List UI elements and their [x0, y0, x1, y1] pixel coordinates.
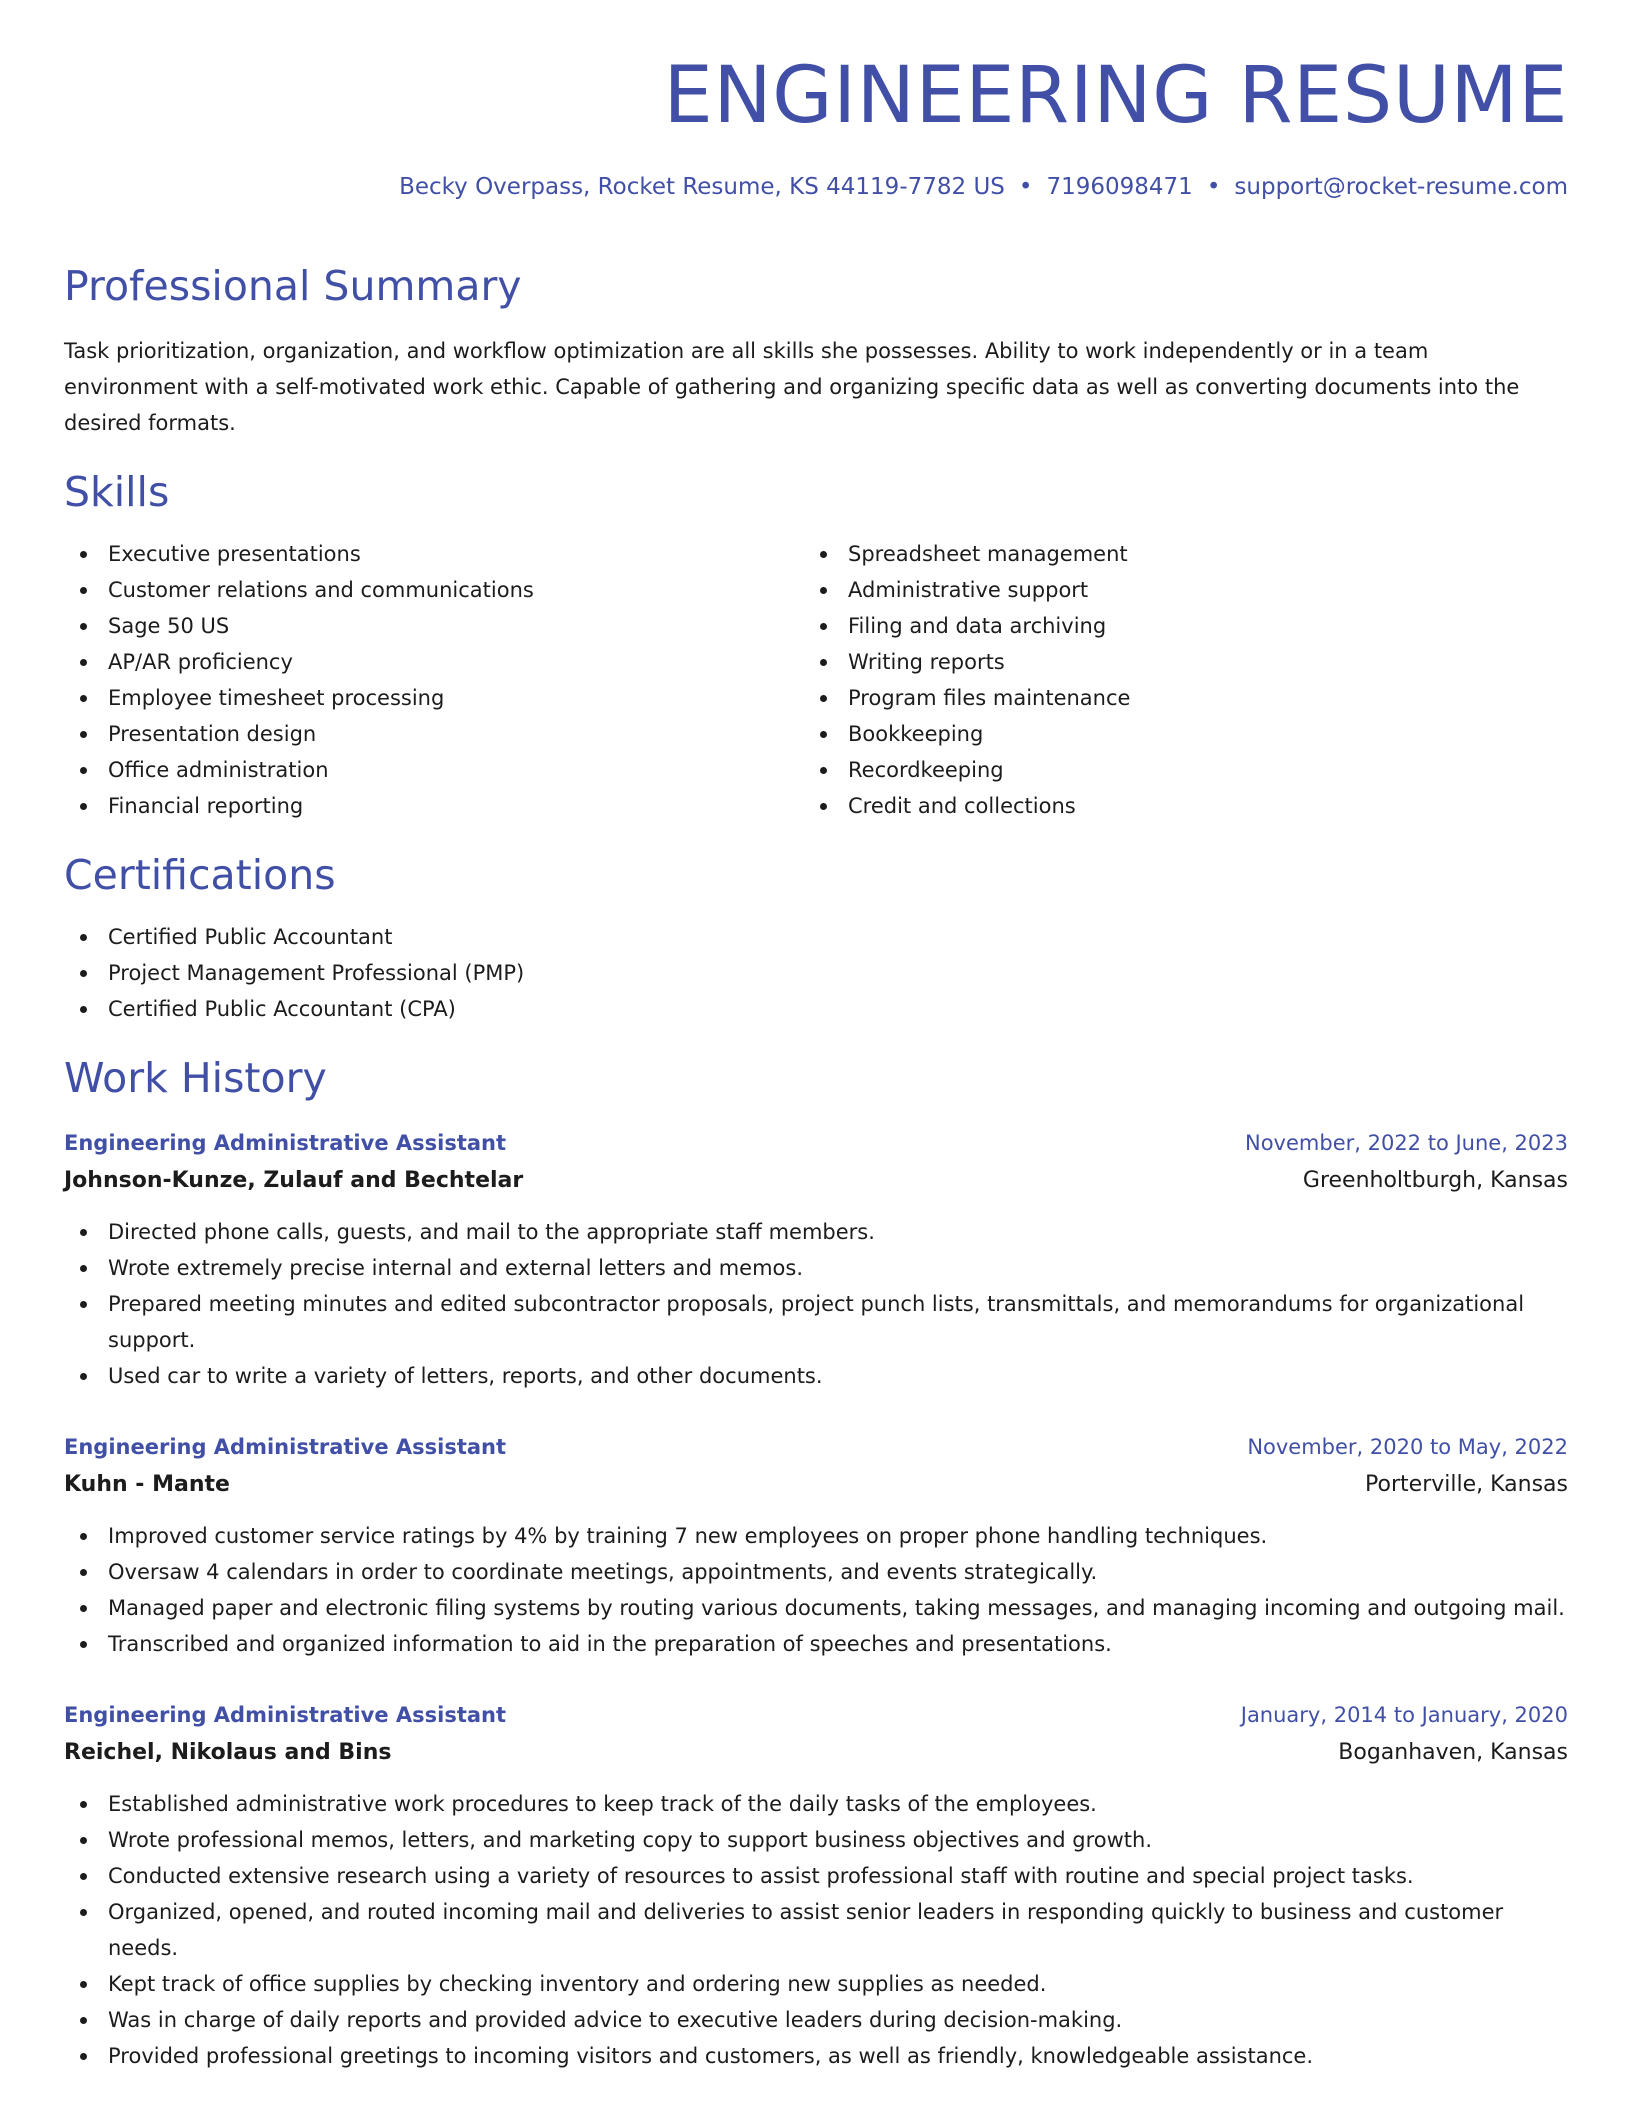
job-entry — [64, 1696, 1568, 2074]
certifications-heading: Certifications — [64, 850, 336, 899]
summary-text: Task prioritization, organization, and workflow optimization are all skills she possesses. Ability to work independently or in a team environment with a self-motivated work ethic. Capable of gathering and organizing specific data as well as converting documents into the desired formats. — [64, 338, 1520, 435]
job-duties-list — [64, 1786, 1568, 2074]
job-duties-list — [64, 1214, 1568, 1394]
job-company-row — [64, 1162, 1568, 1200]
job-duty-item: Organized, opened, and routed incoming mail and deliveries to assist senior leaders in responding quickly to business and customer needs. — [64, 1894, 1568, 1966]
summary-section — [64, 263, 1568, 440]
job-duty-item: Prepared meeting minutes and edited subcontractor proposals, project punch lists, transmittals, and memorandums for organizational support. — [64, 1286, 1568, 1358]
job-title: Engineering Administrative Assistant — [64, 1703, 507, 1728]
job-company: Kuhn - Mante — [64, 1472, 230, 1498]
list-item: Customer relations and communications — [64, 572, 804, 608]
job-duties-list — [64, 1518, 1568, 1662]
job-entry — [64, 1124, 1568, 1394]
resume-title: ENGINEERING RESUME — [663, 51, 1568, 141]
summary-heading: Professional Summary — [64, 262, 522, 311]
job-duty-item: Wrote extremely precise internal and external letters and memos. — [64, 1250, 1568, 1286]
list-item: Recordkeeping — [804, 752, 1544, 788]
list-item: AP/AR proficiency — [64, 644, 804, 680]
list-item: Administrative support — [804, 572, 1544, 608]
job-title-row — [64, 1428, 1568, 1466]
list-item: Writing reports — [804, 644, 1544, 680]
list-item: Financial reporting — [64, 788, 804, 824]
resume-header — [64, 51, 1568, 201]
job-company-row — [64, 1466, 1568, 1504]
job-duty-item: Transcribed and organized information to aid in the preparation of speeches and presentations. — [64, 1626, 1568, 1662]
skills-columns — [64, 536, 1568, 824]
job-dates: November, 2022 to June, 2023 — [1245, 1131, 1568, 1156]
work-history-heading: Work History — [64, 1053, 327, 1102]
job-duty-item: Conducted extensive research using a variety of resources to assist professional staff with routine and special project tasks. — [64, 1858, 1568, 1894]
list-item: Filing and data archiving — [804, 608, 1544, 644]
certifications-list — [64, 919, 1568, 1027]
job-duty-item: Directed phone calls, guests, and mail to the appropriate staff members. — [64, 1214, 1568, 1250]
contact-address: Becky Overpass, Rocket Resume, KS 44119-7782 US — [399, 173, 1005, 200]
job-title-row — [64, 1696, 1568, 1734]
contact-separator: • — [1206, 173, 1221, 200]
job-duty-item: Managed paper and electronic filing systems by routing various documents, taking messages, and managing incoming and outgoing mail. — [64, 1590, 1568, 1626]
list-item: Project Management Professional (PMP) — [64, 955, 1568, 991]
skills-section — [64, 469, 1568, 824]
job-company: Johnson-Kunze, Zulauf and Bechtelar — [64, 1168, 524, 1194]
certifications-section — [64, 852, 1568, 1027]
list-item: Executive presentations — [64, 536, 804, 572]
list-item: Office administration — [64, 752, 804, 788]
job-entry — [64, 1428, 1568, 1662]
list-item: Sage 50 US — [64, 608, 804, 644]
job-duty-item: Provided professional greetings to incoming visitors and customers, as well as friendly, knowledgeable assistance. — [64, 2038, 1568, 2074]
job-location: Porterville, Kansas — [1365, 1472, 1568, 1498]
job-location: Greenholtburgh, Kansas — [1302, 1168, 1568, 1194]
work-history-section — [64, 1055, 1568, 2074]
list-item: Employee timesheet processing — [64, 680, 804, 716]
job-duty-item: Was in charge of daily reports and provided advice to executive leaders during decision-making. — [64, 2002, 1568, 2038]
job-location: Boganhaven, Kansas — [1338, 1740, 1568, 1766]
list-item: Presentation design — [64, 716, 804, 752]
skills-list-left — [64, 536, 804, 824]
job-title: Engineering Administrative Assistant — [64, 1131, 507, 1156]
job-duty-item: Wrote professional memos, letters, and marketing copy to support business objectives and growth. — [64, 1822, 1568, 1858]
contact-phone[interactable]: 7196098471 — [1046, 173, 1193, 200]
job-dates: January, 2014 to January, 2020 — [1240, 1703, 1568, 1728]
list-item: Spreadsheet management — [804, 536, 1544, 572]
contact-separator: • — [1018, 173, 1033, 200]
skills-heading: Skills — [64, 467, 170, 516]
list-item: Credit and collections — [804, 788, 1544, 824]
jobs-container — [64, 1124, 1568, 2074]
list-item: Bookkeeping — [804, 716, 1544, 752]
job-duty-item: Oversaw 4 calendars in order to coordinate meetings, appointments, and events strategically. — [64, 1554, 1568, 1590]
job-duty-item: Improved customer service ratings by 4% by training 7 new employees on proper phone handling techniques. — [64, 1518, 1568, 1554]
list-item: Certified Public Accountant (CPA) — [64, 991, 1568, 1027]
job-duty-item: Used car to write a variety of letters, reports, and other documents. — [64, 1358, 1568, 1394]
job-dates: November, 2020 to May, 2022 — [1247, 1435, 1568, 1460]
job-duty-item: Kept track of office supplies by checking inventory and ordering new supplies as needed. — [64, 1966, 1568, 2002]
job-title: Engineering Administrative Assistant — [64, 1435, 507, 1460]
contact-line — [64, 174, 1568, 202]
job-title-row — [64, 1124, 1568, 1162]
contact-email[interactable]: support@rocket-resume.com — [1234, 173, 1568, 200]
job-company-row — [64, 1734, 1568, 1772]
job-duty-item: Established administrative work procedures to keep track of the daily tasks of the employees. — [64, 1786, 1568, 1822]
list-item: Program files maintenance — [804, 680, 1544, 716]
list-item: Certified Public Accountant — [64, 919, 1568, 955]
job-company: Reichel, Nikolaus and Bins — [64, 1740, 392, 1766]
skills-list-right — [804, 536, 1544, 824]
